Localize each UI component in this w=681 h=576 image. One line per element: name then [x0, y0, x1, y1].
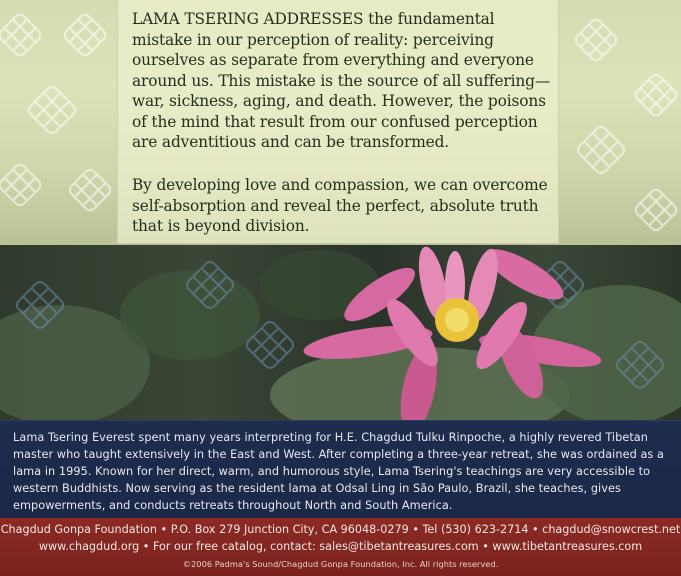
- footer-contact-line: Chagdud Gonpa Foundation • P.O. Box 279 Junction City, CA 96048-0279 • Tel (530) 623-2714 • chagdud@snowcrest.net: [0, 523, 681, 536]
- footer-web-line: www.chagdud.org • For our free catalog, contact: sales@tibetantreasures.com • www.tibetantreasures.com: [38, 540, 643, 553]
- intro-paragraph-2: By developing love and compassion, we can overcome self-absorption and reveal the perfect, absolute truth that is beyond division.: [132, 176, 548, 235]
- intro-text-panel: [117, 0, 559, 244]
- lotus-flower-image: [0, 245, 681, 420]
- intro-paragraph-1: LAMA TSERING ADDRESSES the fundamental mistake in our perception of reality: perceiving ourselves as separate from everything and everyone around us. This mistake is the source of all suffering—war, sickness, aging, and death. However, the poisons of the mind that result from our confused perception are adventitious and can be transformed.: [132, 10, 551, 151]
- author-bio: Lama Tsering Everest spent many years interpreting for H.E. Chagdud Tulku Rinpoche, a highly revered Tibetan master who taught extensively in the East and West. After completing a three-year retreat, she was ordained as a lama in 1995. Known for her direct, warm, and humorous style, Lama Tsering's teachings are very accessible to western Buddhists. Now serving as the resident lama at Odsal Ling in São Paulo, Brazil, she teaches, gives empowerments, and conducts retreats throughout North and South America.: [13, 431, 664, 512]
- endless-knot-pattern-left: [0, 0, 120, 245]
- top-band: [0, 0, 681, 245]
- photo-band: [0, 245, 681, 420]
- footer-copyright: ©2006 Padma's Sound/Chagdud Gonpa Foundation, Inc. All rights reserved.: [182, 559, 499, 569]
- footer-band: [0, 518, 681, 576]
- endless-knot-pattern-right: [561, 0, 681, 245]
- bio-band: [0, 420, 681, 519]
